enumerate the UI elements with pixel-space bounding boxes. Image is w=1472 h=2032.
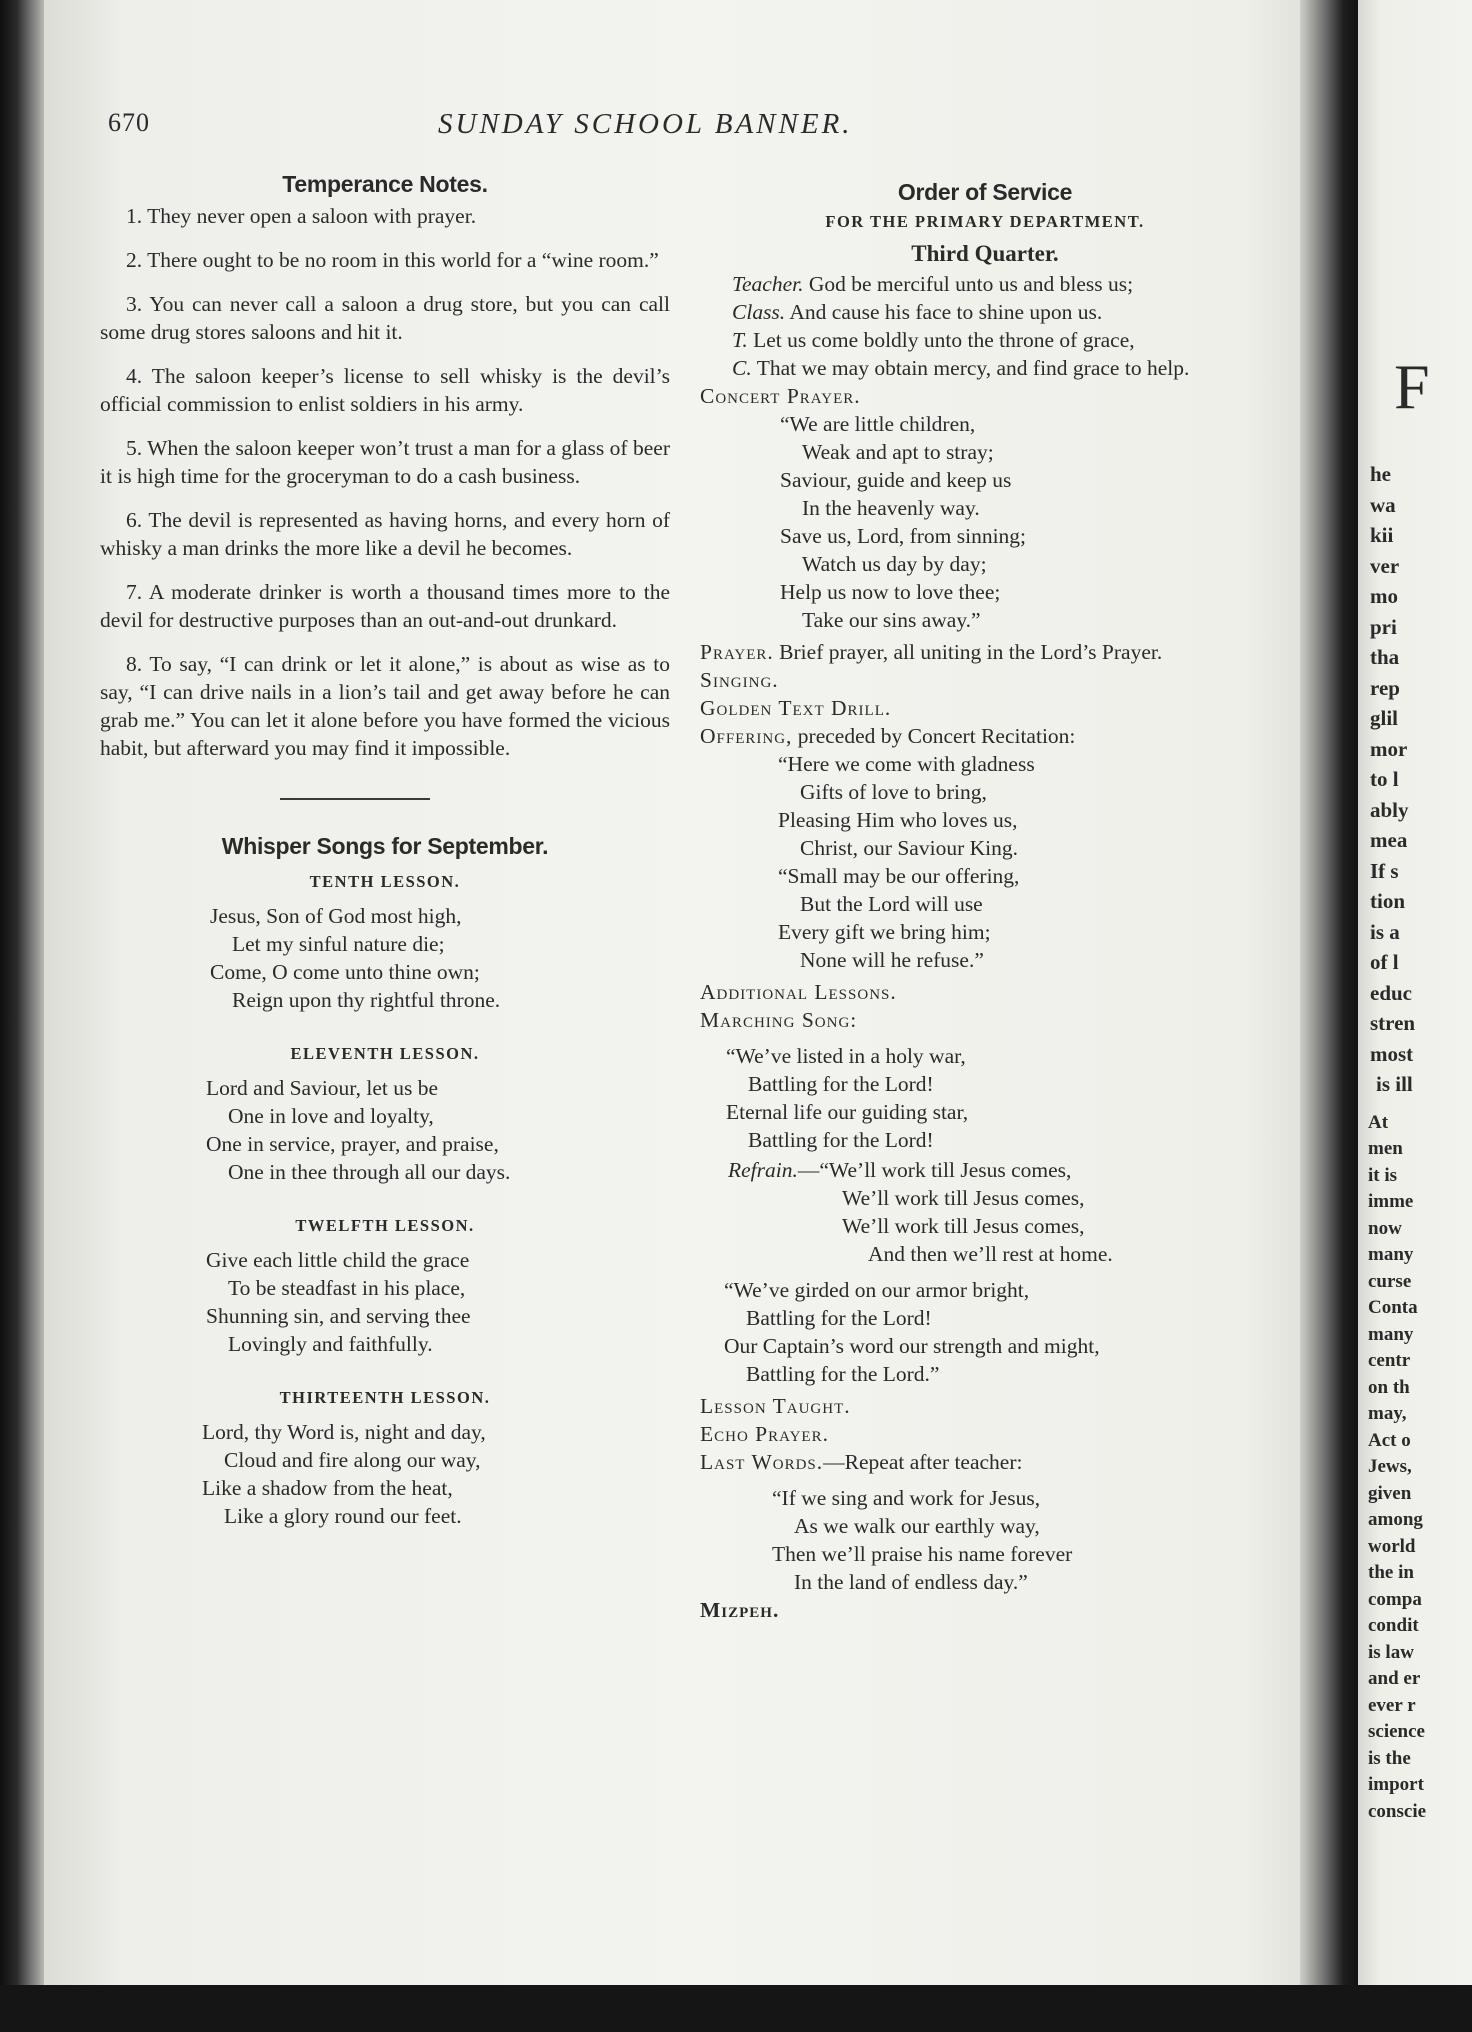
- temperance-note: 1. They never open a saloon with prayer.: [126, 204, 477, 228]
- book-binding: [0, 0, 48, 2032]
- adjacent-page-line: many: [1368, 1323, 1414, 1345]
- golden-text-label: Golden Text Drill.: [700, 696, 892, 720]
- adjacent-page-line: the in: [1368, 1562, 1414, 1583]
- adjacent-page-line: of l: [1370, 950, 1399, 974]
- adjacent-page-line: compa: [1368, 1588, 1422, 1610]
- adjacent-page-line: and er: [1368, 1668, 1421, 1689]
- temperance-note: 4. The saloon keeper’s license to sell whisky is the devil’s official commission to enlist soldiers in his army.: [100, 364, 670, 416]
- adjacent-page-line: is the: [1368, 1747, 1411, 1769]
- adjacent-page-line: world: [1368, 1535, 1416, 1557]
- adjacent-page-line: conscie: [1368, 1800, 1427, 1822]
- adjacent-page-line: men: [1368, 1138, 1403, 1159]
- verse-line: Let my sinful nature die;: [232, 932, 445, 956]
- temperance-note: 5. When the saloon keeper won’t trust a man for a glass of beer it is high time for the groceryman to do a cash business.: [100, 436, 670, 488]
- adjacent-page-line: mea: [1370, 828, 1408, 852]
- adjacent-page-line: it is: [1368, 1164, 1398, 1186]
- additional-lessons-label: Additional Lessons.: [700, 980, 897, 1004]
- temperance-note: 3. You can never call a saloon a drug store, but you can call some drug stores saloons and hit it.: [100, 292, 670, 344]
- order-title: Order of Service: [897, 179, 1073, 205]
- temperance-note: 8. To say, “I can drink or let it alone,” is about as wise as to say, “I can drive nails in a lion’s tail and get away before he can grab me.” You can let it alone before you have formed the vicious habit, but afterward you may find it impossible.: [100, 652, 670, 760]
- service-line: T. Let us come boldly unto the throne of grace,: [732, 328, 1135, 352]
- scan-bottom-edge: [0, 1985, 1472, 2032]
- adjacent-page-line: now: [1368, 1217, 1402, 1239]
- adjacent-page-line: many: [1368, 1244, 1414, 1265]
- mizpeh-label: Mizpeh.: [700, 1598, 780, 1622]
- adjacent-page-line: educ: [1370, 980, 1412, 1005]
- verse-line: Shunning sin, and serving thee: [206, 1304, 471, 1328]
- verse-line: Lord, thy Word is, night and day,: [202, 1420, 486, 1444]
- adjacent-page-line: Jews,: [1368, 1456, 1412, 1477]
- adjacent-page-line: is ill: [1376, 1072, 1413, 1096]
- adjacent-page-line: among: [1368, 1509, 1423, 1530]
- marching-verse-1: “We’ve listed in a holy war, Battling for the Lord! Eternal life our guiding star, Battling for the Lord!: [726, 1044, 969, 1152]
- verse-line: One in service, prayer, and praise,: [206, 1132, 499, 1156]
- last-words-verse: “If we sing and work for Jesus, As we walk our earthly way, Then we’ll praise his name forever In the land of endless day.”: [772, 1486, 1073, 1594]
- echo-prayer-label: Echo Prayer.: [700, 1422, 829, 1446]
- concert-prayer-label: Concert Prayer.: [700, 384, 861, 408]
- adjacent-page-line: import: [1368, 1774, 1424, 1795]
- adjacent-page-line: If s: [1370, 858, 1399, 883]
- lesson-taught-label: Lesson Taught.: [700, 1394, 851, 1418]
- adjacent-page-line: tion: [1370, 889, 1406, 913]
- lesson-block: [100, 1212, 670, 1358]
- adjacent-page-big-letter: F: [1394, 351, 1430, 422]
- right-column: [700, 178, 1270, 1624]
- adjacent-page-line: imme: [1368, 1191, 1414, 1212]
- lesson-heading: ELEVENTH LESSON.: [290, 1044, 480, 1063]
- refrain: Refrain.—“We’ll work till Jesus comes, We’ll work till Jesus comes, We’ll work till Jesus comes, And then we’ll rest at home.: [728, 1158, 1113, 1266]
- adjacent-page-line: wa: [1370, 492, 1396, 517]
- adjacent-page-line: mo: [1370, 584, 1398, 608]
- adjacent-page-line: on th: [1368, 1376, 1410, 1398]
- verse-line: One in love and loyalty,: [228, 1104, 434, 1128]
- lesson-block: [100, 1384, 670, 1530]
- verse-line: Like a shadow from the heat,: [202, 1476, 453, 1500]
- page-number: 670: [108, 108, 150, 137]
- adjacent-page-line: condit: [1368, 1615, 1419, 1636]
- adjacent-page-line: curse: [1368, 1270, 1412, 1292]
- adjacent-page-line: is law: [1368, 1641, 1414, 1663]
- adjacent-page-line: ver: [1370, 553, 1400, 578]
- adjacent-page-line: pri: [1370, 614, 1397, 639]
- quarter-heading: Third Quarter.: [911, 241, 1059, 266]
- whisper-title: Whisper Songs for September.: [221, 833, 549, 859]
- lesson-heading: TWELFTH LESSON.: [295, 1216, 475, 1235]
- adjacent-page-line: given: [1368, 1482, 1412, 1504]
- verse-line: Jesus, Son of God most high,: [210, 904, 462, 928]
- adjacent-page-line: science: [1368, 1721, 1425, 1742]
- book-gutter: [1300, 0, 1358, 2032]
- marching-song-label: Marching Song:: [700, 1008, 858, 1032]
- adjacent-page-line: stren: [1370, 1011, 1416, 1035]
- adjacent-page-line: may,: [1368, 1403, 1407, 1424]
- lesson-heading: THIRTEENTH LESSON.: [279, 1388, 491, 1407]
- service-line: C. That we may obtain mercy, and find grace to help.: [732, 356, 1190, 380]
- verse-line: Come, O come unto thine own;: [210, 960, 480, 984]
- verse-line: Reign upon thy rightful throne.: [232, 988, 501, 1012]
- adjacent-page-line: rep: [1370, 675, 1400, 700]
- lesson-heading: TENTH LESSON.: [309, 872, 461, 891]
- temperance-note: 7. A moderate drinker is worth a thousand times more to the devil for destructive purposes than an out-and-out drunkard.: [100, 580, 670, 632]
- temperance-note: 6. The devil is represented as having horns, and every horn of whisky a man drinks the more like a devil he becomes.: [100, 508, 670, 560]
- running-title: SUNDAY SCHOOL BANNER.: [438, 108, 853, 140]
- last-words-line: Last Words.—Repeat after teacher:: [700, 1450, 1023, 1474]
- adjacent-page-line: kii: [1370, 523, 1394, 547]
- offering-line: Offering, preceded by Concert Recitation:: [700, 724, 1076, 748]
- left-column: [100, 170, 670, 1530]
- adjacent-page-line: most: [1370, 1041, 1414, 1066]
- temperance-title: Temperance Notes.: [282, 171, 488, 197]
- page-header: [108, 108, 1138, 152]
- adjacent-page-line: centr: [1368, 1350, 1411, 1371]
- adjacent-page-line: ably: [1370, 797, 1409, 822]
- singing-label: Singing.: [700, 668, 779, 692]
- adjacent-page-line: ever r: [1368, 1694, 1416, 1716]
- adjacent-page-line: mor: [1370, 736, 1408, 761]
- adjacent-page-line: Act o: [1368, 1429, 1411, 1451]
- verse-line: Cloud and fire along our way,: [224, 1448, 481, 1472]
- service-line: Teacher. God be merciful unto us and bless us;: [732, 272, 1134, 296]
- prayer-line: Prayer. Brief prayer, all uniting in the Lord’s Prayer.: [700, 640, 1163, 664]
- lesson-block: [100, 868, 670, 1014]
- verse-line: Lovingly and faithfully.: [228, 1332, 433, 1356]
- order-subtitle: FOR THE PRIMARY DEPARTMENT.: [825, 212, 1145, 231]
- adjacent-page-line: glil: [1370, 706, 1399, 730]
- adjacent-page-line: he: [1370, 462, 1391, 486]
- adjacent-page-line: Conta: [1368, 1297, 1418, 1318]
- offering-verse: “Here we come with gladness Gifts of love to bring, Pleasing Him who loves us, Christ, our Saviour King. “Small may be our offering, But the Lord will use Every gift we bring him; None will he refuse.”: [778, 752, 1035, 972]
- lesson-block: [100, 1040, 670, 1186]
- verse-line: One in thee through all our days.: [228, 1160, 511, 1184]
- concert-prayer-verse: “We are little children, Weak and apt to stray; Saviour, guide and keep us In the heavenly way. Save us, Lord, from sinning; Watch us day by day; Help us now to love thee; Take our sins away.”: [780, 412, 1027, 632]
- verse-line: Like a glory round our feet.: [224, 1504, 462, 1528]
- marching-verse-2: “We’ve girded on our armor bright, Battling for the Lord! Our Captain’s word our strength and might, Battling for the Lord.”: [724, 1278, 1100, 1386]
- adjacent-page-line: is a: [1370, 919, 1400, 944]
- verse-line: To be steadfast in his place,: [228, 1276, 466, 1300]
- adjacent-page-line: tha: [1370, 645, 1400, 669]
- adjacent-page-line: At: [1368, 1111, 1389, 1133]
- verse-line: Lord and Saviour, let us be: [206, 1076, 439, 1100]
- service-line: Class. And cause his face to shine upon us.: [732, 300, 1103, 324]
- section-divider: [280, 798, 430, 800]
- temperance-note: 2. There ought to be no room in this world for a “wine room.”: [126, 248, 659, 272]
- adjacent-page-line: to l: [1370, 767, 1399, 791]
- verse-line: Give each little child the grace: [206, 1248, 470, 1272]
- adjacent-page-fragment: [1358, 0, 1472, 2032]
